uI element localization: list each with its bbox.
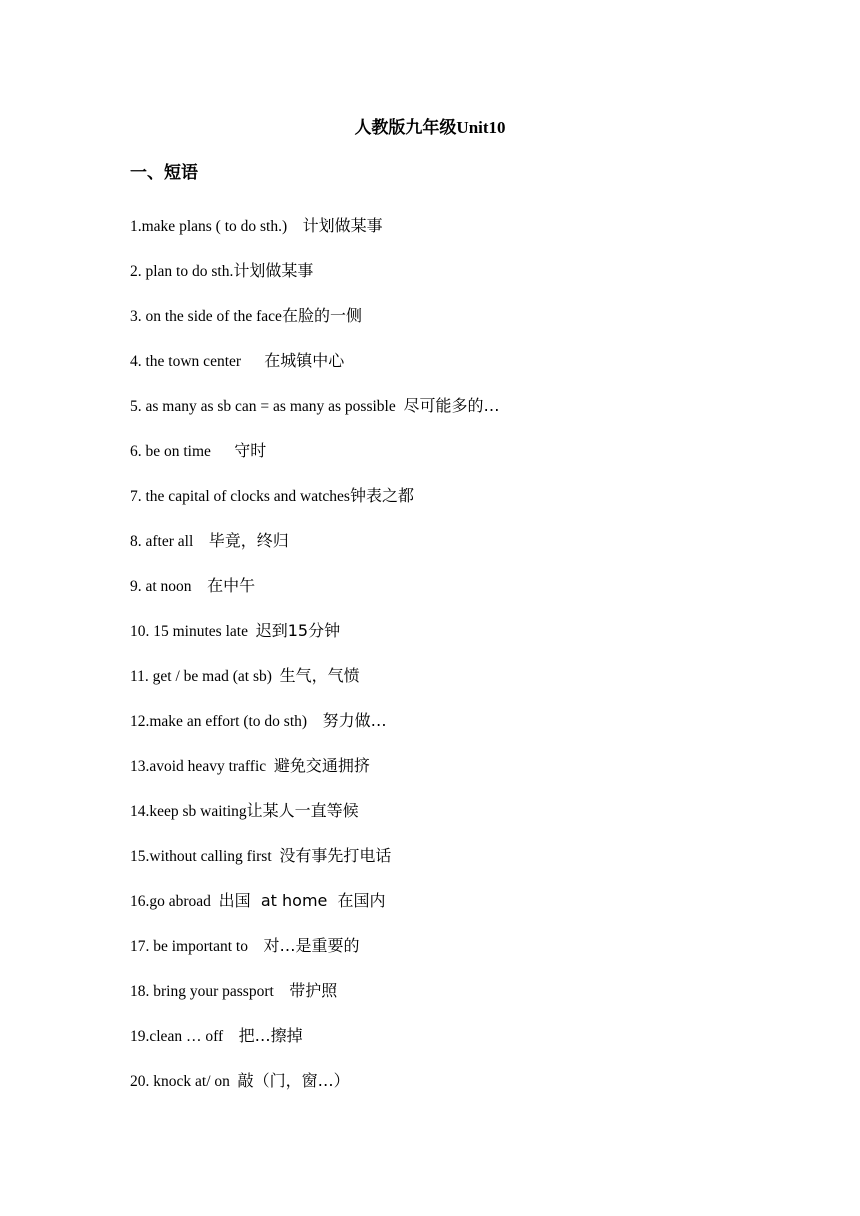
section-heading: 一、短语 [130,163,198,183]
phrase-english: 4. the town center [130,353,242,370]
phrase-item [130,934,810,979]
phrase-english: 16.go abroad [130,893,211,910]
phrase-gap [193,533,209,550]
phrase-item [130,349,810,394]
phrase-gap [211,443,234,460]
phrase-gap [223,1028,239,1045]
phrase-english: 13.avoid heavy traffic [130,758,267,775]
phrase-gap [192,578,208,595]
phrase-gap [230,1073,238,1090]
phrase-chinese: 努力做… [322,711,387,730]
phrase-chinese: 毕竟，终归 [208,531,289,550]
phrase-item [130,439,810,484]
phrase-chinese: 没有事先打电话 [279,846,392,865]
phrase-english: 10. 15 minutes late [130,623,248,640]
phrase-item [130,1069,810,1114]
phrase-english: 11. get / be mad (at sb) [130,668,272,685]
phrase-chinese: 对…是重要的 [263,936,360,955]
phrase-item [130,889,810,934]
phrase-item [130,799,810,844]
phrase-english: 12.make an effort (to do sth) [130,713,308,730]
phrase-item [130,394,810,439]
phrase-gap [248,623,256,640]
phrase-item [130,259,810,304]
phrase-item [130,484,810,529]
phrase-item [130,1024,810,1069]
phrase-gap [248,938,264,955]
phrase-english: 2. plan to do sth. [130,263,234,280]
phrase-chinese: 迟到15分钟 [255,621,341,640]
phrase-english: 3. on the side of the face [130,308,282,325]
document-title: 人教版九年级Unit10 [354,118,506,137]
phrase-gap [272,668,280,685]
phrase-english: 18. bring your passport [130,983,274,1000]
phrase-english: 5. as many as sb can = as many as possible [130,398,396,415]
phrase-item [130,844,810,889]
phrase-english: 14.keep sb waiting [130,803,247,820]
phrase-item [130,979,810,1024]
phrase-english: 15.without calling first [130,848,272,865]
phrase-gap [307,713,323,730]
phrase-item [130,214,810,259]
phrase-gap [266,758,274,775]
phrase-english: 9. at noon [130,578,192,595]
phrase-gap [274,983,290,1000]
phrase-chinese: 敲（门，窗…） [237,1071,350,1090]
phrase-list [130,214,810,1114]
phrase-gap [241,353,264,370]
phrase-english: 17. be important to [130,938,248,955]
phrase-english: 19.clean … off [130,1028,224,1045]
phrase-english: 8. after all [130,533,194,550]
phrase-english: 6. be on time [130,443,211,460]
phrase-gap [211,893,219,910]
phrase-chinese: 让某人一直等候 [246,801,359,820]
phrase-chinese: 计划做某事 [233,261,314,280]
phrase-item [130,574,810,619]
phrase-chinese: 在中午 [207,576,256,595]
phrase-chinese: 计划做某事 [302,216,383,235]
phrase-chinese: 带护照 [289,981,338,1000]
phrase-chinese: 生气，气愤 [279,666,360,685]
phrase-chinese: 出国 at home 在国内 [218,891,386,910]
phrase-english: 7. the capital of clocks and watches [130,488,350,505]
phrase-item [130,754,810,799]
phrase-item [130,304,810,349]
phrase-item [130,529,810,574]
phrase-chinese: 在城镇中心 [264,351,345,370]
phrase-item [130,709,810,754]
phrase-gap [287,218,303,235]
phrase-english: 1.make plans ( to do sth.) [130,218,288,235]
phrase-item [130,619,810,664]
phrase-chinese: 把…擦掉 [238,1026,303,1045]
phrase-item [130,664,810,709]
phrase-english: 20. knock at/ on [130,1073,230,1090]
phrase-chinese: 在脸的一侧 [281,306,362,325]
phrase-chinese: 守时 [234,441,267,460]
phrase-chinese: 避免交通拥挤 [273,756,370,775]
phrase-chinese: 钟表之都 [349,486,414,505]
phrase-chinese: 尽可能多的… [403,396,500,415]
